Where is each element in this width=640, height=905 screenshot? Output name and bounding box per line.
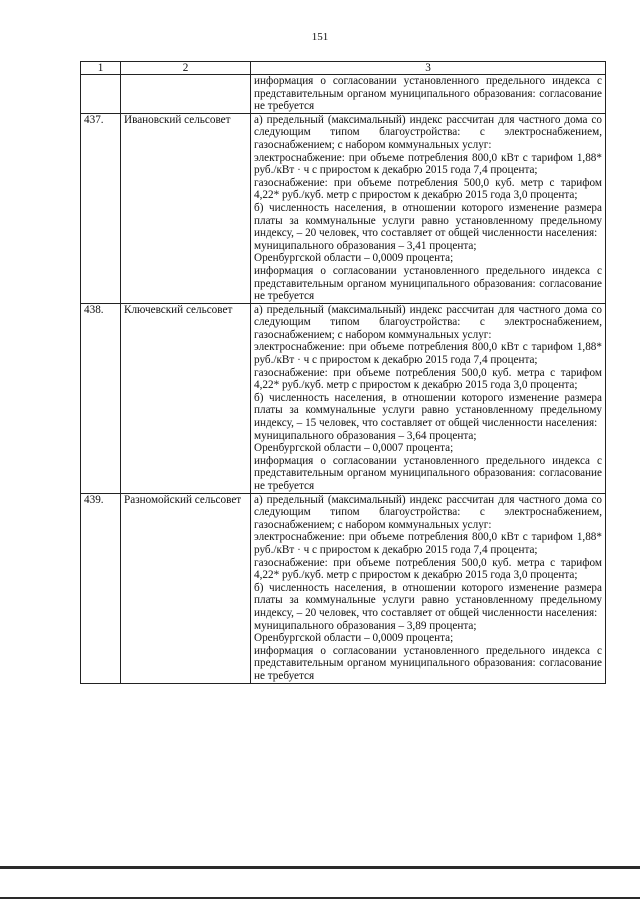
description-line: газоснабжение: при объеме потребления 500,0 куб. метра с тарифом 4,22* руб./куб. метр с приростом к декабрю 2015 года 3,0 процента; xyxy=(254,556,602,582)
table-header-row xyxy=(81,62,606,75)
index-description xyxy=(251,75,606,114)
index-description xyxy=(251,493,606,683)
description-line: газоснабжение: при объеме потребления 500,0 куб. метр с тарифом 4,22* руб./куб. метр с приростом к декабрю 2015 года 3,0 процента; xyxy=(254,176,602,202)
description-line: информация о согласовании установленного предельного индекса с представительным органом муниципального образования: согласование не требуется xyxy=(254,644,602,682)
description-line: информация о согласовании установленного предельного индекса с представительным органом муниципального образования: согласование не требуется xyxy=(254,454,602,492)
description-line: муниципального образования – 3,64 процента; xyxy=(254,429,477,442)
description-line: б) численность населения, в отношении которого изменение размера платы за коммунальные услуги равно установленному предельному индексу, – 20 человек, что составляет от общей численности населения: xyxy=(254,581,602,619)
description-line: б) численность населения, в отношении которого изменение размера платы за коммунальные услуги равно установленному предельному индексу, – 20 человек, что составляет от общей численности населения: xyxy=(254,201,602,240)
table-row-438 xyxy=(81,303,606,493)
description-line: электроснабжение: при объеме потребления 800,0 кВт с тарифом 1,88* руб./кВт · ч с приростом к декабрю 2015 года 7,4 процента; xyxy=(254,151,602,177)
scan-edge-line xyxy=(0,897,640,899)
municipality-name: Ключевский сельсовет xyxy=(121,303,251,493)
index-description xyxy=(251,303,606,493)
row-number: 437. xyxy=(81,113,121,303)
description-line: газоснабжение: при объеме потребления 500,0 куб. метра с тарифом 4,22* руб./куб. метр с приростом к декабрю 2015 года 3,0 процента; xyxy=(254,366,602,392)
table-row-continuation xyxy=(81,75,606,114)
municipality-name: Ивановский сельсовет xyxy=(121,113,251,303)
table-row-437 xyxy=(81,113,606,303)
description-line: электроснабжение: при объеме потребления 800,0 кВт с тарифом 1,88* руб./кВт · ч с приростом к декабрю 2015 года 7,4 процента; xyxy=(254,341,602,367)
municipality-name: Разномойский сельсовет xyxy=(121,493,251,683)
scan-edge-line xyxy=(0,866,640,869)
column-header-3: 3 xyxy=(251,62,606,75)
page-number: 151 xyxy=(311,31,329,43)
description-line: б) численность населения, в отношении которого изменение размера платы за коммунальные услуги равно установленному предельному индексу, – 15 человек, что составляет от общей численности населения: xyxy=(254,391,602,430)
description-line: электроснабжение: при объеме потребления 800,0 кВт с тарифом 1,88* руб./кВт · ч с приростом к декабрю 2015 года 7,4 процента; xyxy=(254,531,602,556)
description-line: а) предельный (максимальный) индекс рассчитан для частного дома со следующим типом благоустройства: с электроснабжением, газоснабжением; с набором коммунальных услуг: xyxy=(254,303,602,341)
description-line: Оренбургской области – 0,0007 процента; xyxy=(254,442,454,455)
row-number: 438. xyxy=(81,303,121,493)
description-line: Оренбургской области – 0,0009 процента; xyxy=(254,632,454,645)
column-header-1: 1 xyxy=(81,62,121,75)
table-row-439 xyxy=(81,493,606,683)
description-line: а) предельный (максимальный) индекс рассчитан для частного дома со следующим типом благоустройства: с электроснабжением, газоснабжением; с набором коммунальных услуг: xyxy=(254,493,602,531)
description-line: Оренбургской области – 0,0009 процента; xyxy=(254,252,454,265)
description-line: информация о согласовании установленного предельного индекса с представительным органом муниципального образования: согласование не требуется xyxy=(254,264,602,303)
index-table xyxy=(80,61,606,684)
description-line: муниципального образования – 3,41 процента; xyxy=(254,239,477,252)
row-number xyxy=(81,75,121,114)
column-header-2: 2 xyxy=(121,62,251,75)
description-line: а) предельный (максимальный) индекс рассчитан для частного дома со следующим типом благоустройства: с электроснабжением, газоснабжением; с набором коммунальных услуг: xyxy=(254,113,602,151)
row-number: 439. xyxy=(81,493,121,683)
index-description xyxy=(251,113,606,303)
description-line: муниципального образования – 3,89 процента; xyxy=(254,619,477,632)
municipality-name xyxy=(121,75,251,114)
description-line: информация о согласовании установленного предельного индекса с представительным органом муниципального образования: согласование не требуется xyxy=(254,75,602,113)
